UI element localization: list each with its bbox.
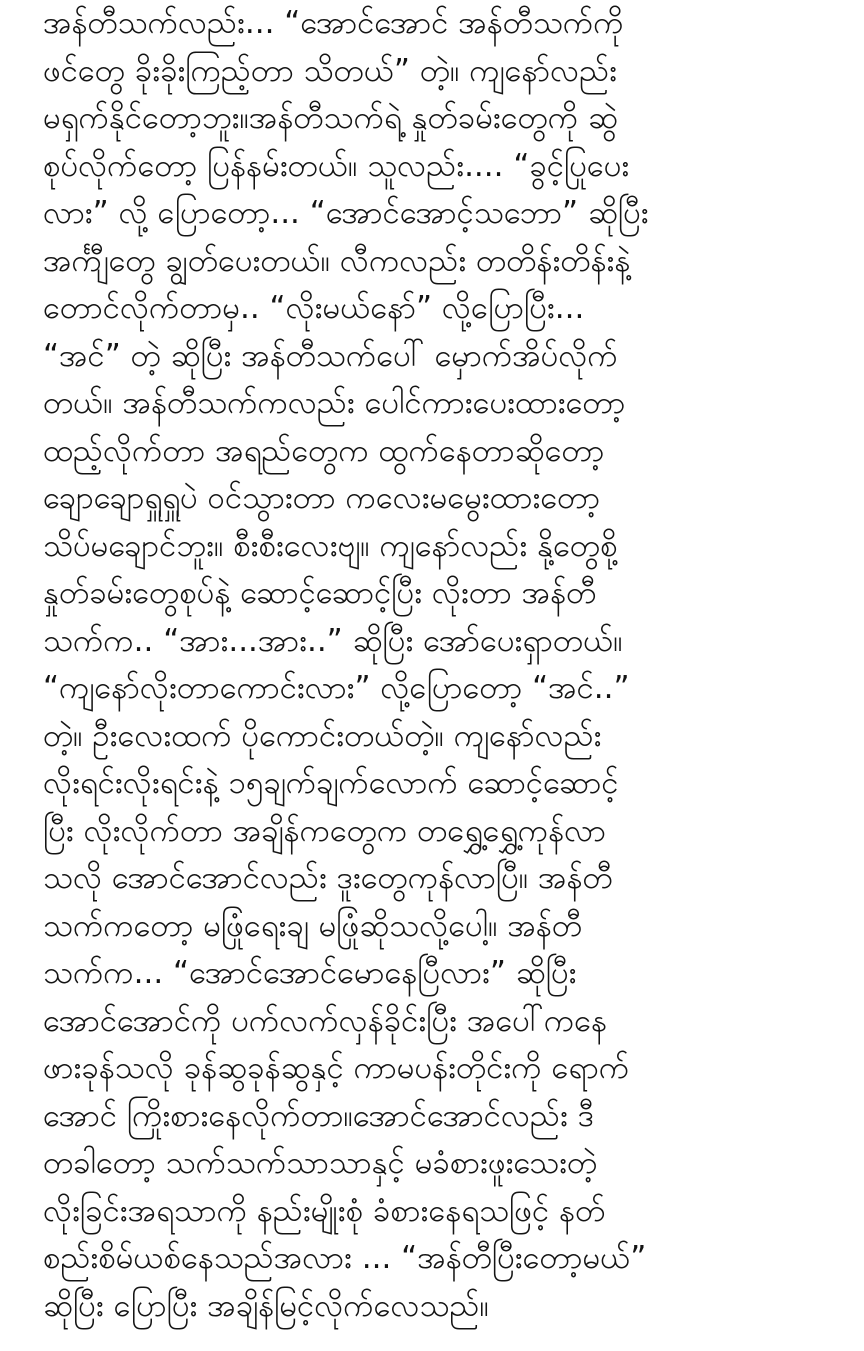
text-line: စုပ်လိုက်တော့ ပြန်နမ်းတယ်။ သူလည်း.... “ခွင့်ပြုပေး [43, 147, 630, 184]
text-line: ထည့်လိုက်တာ အရည်တွေက ထွက်နေတာဆိုတော့ [43, 432, 605, 469]
text-line: အန်တီသက်လည်း... “အောင်အောင် အန်တီသက်ကို [43, 5, 624, 41]
text-body [43, 0, 843, 1330]
text-line: တောင်လိုက်တာမှ.. “လိုးမယ်နော်” လို့ပြောပြီး... [43, 290, 585, 326]
text-line: နှုတ်ခမ်းတွေစုပ်နဲ့ ဆောင့်ဆောင့်ပြီး လိုးတာ အန်တီ [43, 575, 597, 611]
text-line: သလို အောင်အောင်လည်း ဒူးတွေကုန်လာပြီ။ အန်တီ [43, 860, 613, 896]
text-line: “အင်” တဲ့ ဆိုပြီး အန်တီသက်ပေါ် မှောက်အိပ်လိုက် [43, 337, 618, 374]
text-line: လိုးရင်းလိုးရင်းနဲ့ ၁၅ချက်ချက်လောက် ဆောင့်ဆောင့် [43, 765, 619, 801]
text-line: ပြီး လိုးလိုက်တာ အချိန်ကတွေက တရွှေ့ရွှေ့ကုန်လာ [43, 812, 606, 849]
text-line: သက်က.. “အား...အား..” ဆိုပြီး အော်ပေးရှာတယ်။ [43, 622, 623, 659]
text-line: အောင် ကြိုးစားနေလိုက်တာ။အောင်အောင်လည်း ဒီ [43, 1097, 594, 1134]
text-line: သက်ကတော့ မဖြုံရေးချ မဖြုံဆိုသလို့ပေါ့။ အန်တီ [43, 907, 583, 944]
text-line: တဲ့။ ဦးလေးထက် ပိုကောင်းတယ်တဲ့။ ကျနော်လည်း [43, 717, 602, 754]
text-line: လား” လို့ ပြောတော့... “အောင်အောင့်သဘော” ဆိုပြီး [43, 195, 649, 231]
text-line: ဖားခုန်သလို ခုန်ဆွခုန်ဆွနှင့် ကာမပန်းတိုင်းကို ရောက် [43, 1050, 630, 1086]
text-line: “ကျနော်လိုးတာကောင်းလား” လို့ပြောတော့ “အင်..” [43, 670, 630, 706]
text-line: ချောချောရှူရှူပဲ ဝင်သွားတာ ကလေးမမွေးထားတော့ [43, 480, 601, 516]
text-line: အောင်အောင်ကို ပက်လက်လှန်ခိုင်းပြီး အပေါ်ကနေ [43, 1002, 608, 1039]
text-line: သက်က... “အောင်အောင်မောနေပြီလား” ဆိုပြီး [43, 955, 577, 991]
text-line: ဖင်တွေ ခိုးခိုးကြည့်တာ သိတယ်” တဲ့။ ကျနော်လည်း [43, 52, 618, 89]
text-line: တယ်။ အန်တီသက်ကလည်း ပေါင်ကားပေးထားတော့ [43, 385, 626, 421]
text-line: လိုးခြင်းအရသာကို နည်းမျိုးစုံ ခံစားနေရသဖြင့် နတ် [43, 1192, 606, 1229]
text-line: အင်္ကျီတွေ ချွတ်ပေးတယ်။ လီကလည်း တတိန်းတိန်းနဲ့ [43, 242, 631, 279]
text-line: ဆိုပြီး ပြောပြီး အချိန်မြင့်လိုက်လေသည်။ [43, 1287, 489, 1324]
text-line: သိပ်မချောင်ဘူး။ စီးစီးလေးဗျ။ ကျနော်လည်း နို့တွေစို့ [43, 527, 618, 564]
text-line: တခါတော့ သက်သက်သာသာနှင့် မခံစားဖူးသေးတဲ့ [43, 1145, 598, 1181]
text-line: စည်းစိမ်ယစ်နေသည်အလား ... “အန်တီပြီးတော့မယ်” [43, 1240, 647, 1276]
text-line: မရှက်နိုင်တော့ဘူး။အန်တီသက်ရဲ့ နှုတ်ခမ်းတွေကို ဆွဲ [43, 100, 618, 136]
